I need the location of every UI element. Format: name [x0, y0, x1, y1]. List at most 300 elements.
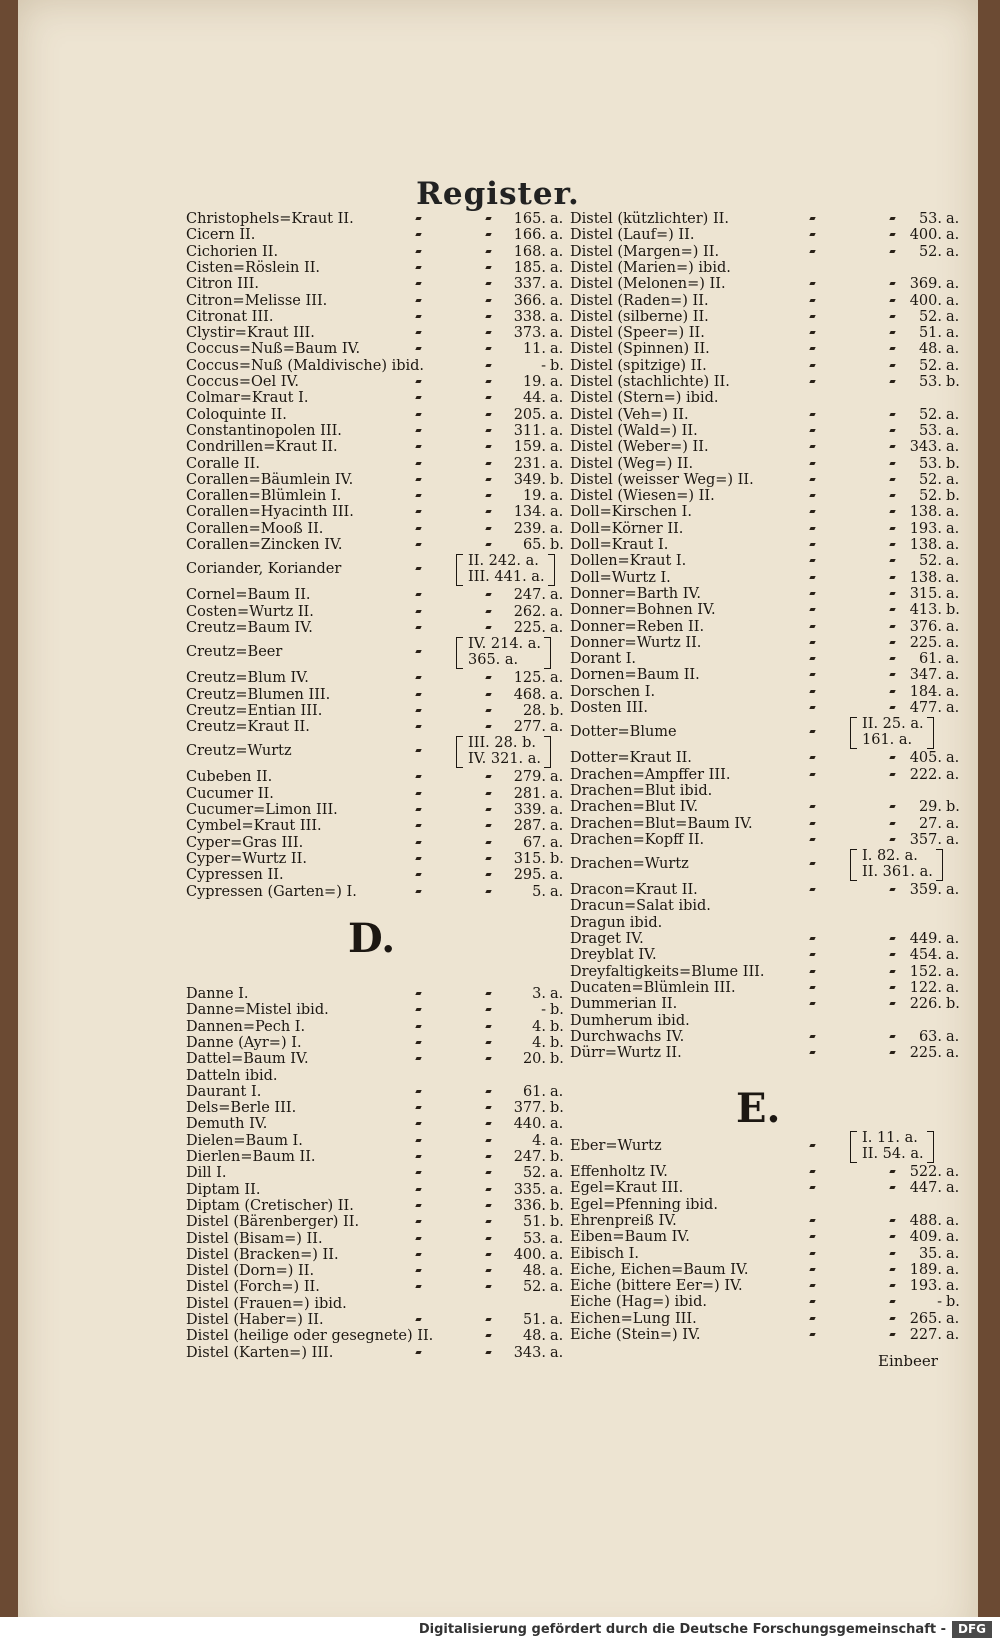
leader-dot [889, 1235, 895, 1238]
entry-term: Eiche, Eichen=Baum IV. [570, 1261, 749, 1278]
entry-reference [523, 341, 566, 358]
entry-term: Drachen=Blut ibid. [570, 782, 713, 799]
leader-dots [186, 884, 566, 901]
leader-dots [186, 867, 566, 884]
page-number: 205. [513, 406, 546, 423]
column-letter: a. [550, 308, 564, 325]
leader-dot [809, 706, 815, 709]
leader-dot [809, 1186, 815, 1189]
entry-reference [937, 1294, 962, 1311]
leader-dot [485, 857, 491, 860]
entry-reference [541, 358, 566, 375]
entry-reference [910, 996, 962, 1013]
entry-reference [910, 619, 962, 636]
entry-term: Doll=Körner II. [570, 520, 684, 537]
leader-dots [570, 456, 962, 473]
leader-dot [415, 1204, 421, 1207]
leader-dot [889, 673, 895, 676]
leader-dot [415, 749, 421, 752]
index-entry [186, 835, 566, 852]
entry-term: Dorschen I. [570, 683, 656, 700]
page-number: 315. [909, 585, 942, 602]
leader-dots [570, 227, 962, 244]
page-number: 53. [522, 1230, 546, 1247]
entry-term: Cucumer=Limon III. [186, 802, 338, 818]
leader-dots [570, 980, 962, 997]
page-number: 51. [522, 1214, 546, 1231]
bracket-right [936, 849, 943, 881]
index-entry [186, 358, 566, 375]
column-letter: a. [946, 1261, 960, 1278]
reference-line: IV. 321. a. [468, 751, 542, 768]
leader-dots [570, 1294, 962, 1311]
entry-reference [910, 635, 962, 652]
entry-term: Ducaten=Blümlein III. [570, 979, 736, 996]
entry-term: Distel (Bärenberger) II. [186, 1214, 360, 1231]
page-number: 53. [918, 455, 942, 472]
index-entry [186, 867, 566, 884]
entry-term: Draget IV. [570, 931, 644, 947]
page-number: 366. [513, 292, 546, 309]
entry-term: Coloquinte II. [186, 406, 287, 423]
column-letter: a. [550, 292, 564, 309]
column-letter: b. [550, 850, 564, 867]
leader-dots [186, 472, 566, 489]
column-letter: a. [946, 979, 960, 996]
index-entry [570, 651, 962, 668]
entry-reference [919, 325, 962, 342]
page-number: 193. [909, 520, 942, 537]
page-number: 168. [513, 243, 546, 260]
page-number: 369. [909, 276, 942, 293]
index-entry [570, 521, 962, 538]
entry-term: Distel (kützlichter) II. [570, 211, 730, 227]
leader-dots [186, 769, 566, 786]
entry-reference [514, 818, 566, 835]
leader-dot [889, 331, 895, 334]
entry-reference [532, 986, 566, 1003]
leader-dot [889, 364, 895, 367]
entry-term: Clystir=Kraut III. [186, 325, 315, 342]
leader-dot [889, 773, 895, 776]
entry-reference [910, 1278, 962, 1295]
page-number: 53. [918, 374, 942, 390]
column-letter: a. [946, 831, 960, 848]
entry-term: Dragun ibid. [570, 914, 663, 931]
leader-dots [570, 964, 962, 981]
index-entry [570, 211, 962, 228]
index-entry [570, 1045, 962, 1062]
index-entry [570, 374, 962, 391]
page-number: 225. [909, 634, 942, 651]
column-letter: a. [946, 504, 960, 521]
leader-dot [485, 1057, 491, 1060]
leader-dots [186, 1231, 566, 1248]
column-letter: a. [946, 1229, 960, 1246]
page-number: 65. [522, 537, 546, 553]
entry-term: Corallen=Blümlein I. [186, 488, 342, 505]
entry-term: Distel (stachlichte) II. [570, 374, 730, 390]
leader-dots [570, 358, 962, 375]
column-letter: a. [550, 802, 564, 818]
page-number: 231. [513, 455, 546, 472]
entry-reference [910, 1213, 962, 1230]
leader-dot [889, 641, 895, 644]
column-letter: a. [550, 686, 564, 703]
index-entry [186, 1116, 566, 1133]
index-entry [186, 227, 566, 244]
entry-reference [532, 884, 566, 901]
entry-reference [910, 882, 962, 899]
index-entry [186, 786, 566, 803]
index-entry [186, 1051, 566, 1068]
entry-term: Cubeben II. [186, 769, 273, 786]
entry-term: Distel (Raden=) II. [570, 292, 709, 309]
index-entry [186, 1328, 566, 1345]
entry-term: Cypressen (Garten=) I. [186, 883, 357, 900]
page-number: 262. [513, 603, 546, 620]
entry-reference [910, 750, 962, 767]
leader-dot [415, 1318, 421, 1321]
page-number: 373. [513, 325, 546, 342]
index-entry [186, 1002, 566, 1019]
leader-dot [415, 808, 421, 811]
page-number: 53. [918, 211, 942, 227]
leader-dot [809, 1144, 815, 1147]
leader-dot [889, 429, 895, 432]
leader-dot [485, 527, 491, 530]
leader-dot [809, 1170, 815, 1173]
column-letter: a. [550, 1083, 564, 1100]
column-letter: a. [946, 815, 960, 832]
leader-dots [570, 472, 962, 489]
entry-reference [919, 407, 962, 424]
entry-reference [514, 325, 566, 342]
index-entry [186, 818, 566, 835]
page-number: 337. [513, 276, 546, 293]
leader-dot [485, 1008, 491, 1011]
reference-line: II. 25. a. [862, 716, 924, 733]
entry-reference [910, 293, 962, 310]
bracket-right [927, 717, 934, 749]
entry-reference [514, 1198, 566, 1215]
entry-term: Coccus=Nuß (Maldivische) ibid. [186, 357, 425, 374]
page-number: 336. [513, 1197, 546, 1214]
leader-dot [889, 282, 895, 285]
page-number: 405. [909, 750, 942, 767]
index-entry [570, 684, 962, 701]
entry-term: Danne (Ayr=) I. [186, 1034, 302, 1051]
leader-dot [485, 1237, 491, 1240]
entry-term: Dracon=Kraut II. [570, 882, 698, 899]
column-letter: a. [550, 276, 564, 293]
leader-dots [570, 684, 962, 701]
entry-term: Corallen=Mooß II. [186, 520, 324, 537]
entry-term: Distel (silberne) II. [570, 308, 709, 325]
column-letter: a. [550, 504, 564, 521]
leader-dot [415, 1155, 421, 1158]
index-entry [186, 407, 566, 424]
leader-dots [570, 667, 962, 684]
leader-dot [809, 445, 815, 448]
leader-dots [186, 309, 566, 326]
leader-dots [570, 553, 962, 570]
leader-dot [809, 1284, 815, 1287]
index-entry [186, 851, 566, 868]
leader-dot [809, 937, 815, 940]
leader-dot [809, 1035, 815, 1038]
leader-dots [186, 488, 566, 505]
leader-dot [889, 625, 895, 628]
leader-dot [415, 299, 421, 302]
leader-dots [186, 1051, 566, 1068]
leader-dot [415, 610, 421, 613]
page-number: 28. [522, 702, 546, 719]
page-number: 51. [522, 1312, 546, 1328]
entry-reference [523, 390, 566, 407]
index-entry [570, 1180, 962, 1197]
column-letter: b. [550, 1051, 564, 1068]
column-letter: a. [946, 585, 960, 602]
page-number: 400. [909, 227, 942, 244]
index-entry [570, 390, 962, 407]
index-entry [570, 667, 962, 684]
index-entry [186, 1100, 566, 1117]
entry-reference [910, 602, 962, 619]
leader-dot [809, 805, 815, 808]
entry-term: Dollen=Kraut I. [570, 553, 687, 570]
entry-reference [514, 587, 566, 604]
column-letter: a. [946, 308, 960, 325]
leader-dot [809, 730, 815, 733]
column-letter: a. [946, 357, 960, 374]
entry-reference [514, 1100, 566, 1117]
entry-reference [532, 1019, 566, 1036]
leader-dot [415, 282, 421, 285]
entry-term: Ehrenpreiß IV. [570, 1212, 677, 1229]
entry-reference [514, 211, 566, 228]
page-number: 138. [909, 569, 942, 586]
entry-reference [910, 227, 962, 244]
leader-dot [485, 347, 491, 350]
page-number: 5. [532, 883, 546, 900]
column-letter: a. [550, 834, 564, 851]
entry-reference [910, 947, 962, 964]
leader-dot [889, 233, 895, 236]
column-letter: a. [946, 882, 960, 899]
entry-reference [910, 832, 962, 849]
leader-dot [485, 1122, 491, 1125]
bracket-right [544, 637, 551, 669]
entry-reference [910, 1229, 962, 1246]
leader-dots [570, 211, 962, 228]
entry-reference [910, 931, 962, 948]
entry-reference [541, 1002, 566, 1019]
leader-dots [570, 439, 962, 456]
leader-dot [485, 478, 491, 481]
leader-dot [889, 543, 895, 546]
leader-dots [570, 996, 962, 1013]
leader-dots [570, 488, 962, 505]
page-number: 52. [522, 1279, 546, 1296]
index-entry [186, 1035, 566, 1052]
entry-reference [910, 586, 962, 603]
entry-reference [514, 1149, 566, 1166]
entry-term: Distel (Stern=) ibid. [570, 390, 719, 407]
entry-term: Drachen=Blut=Baum IV. [570, 815, 753, 832]
leader-dots [570, 602, 962, 619]
leader-dot [485, 824, 491, 827]
entry-reference [514, 1247, 566, 1264]
column-letter: b. [550, 357, 564, 374]
entry-reference [910, 667, 962, 684]
leader-dot [809, 1268, 815, 1271]
page-header: Register. [416, 176, 580, 212]
column-letter: b. [946, 488, 960, 505]
page-number: 61. [918, 651, 942, 668]
entry-term: Dummerian II. [570, 996, 678, 1013]
entry-term: Creutz=Blum IV. [186, 670, 309, 687]
column-letter: a. [946, 276, 960, 293]
entry-term: Distel (Frauen=) ibid. [186, 1295, 347, 1312]
leader-dot [809, 970, 815, 973]
leader-dot [485, 709, 491, 712]
leader-dot [485, 266, 491, 269]
leader-dot [485, 1090, 491, 1093]
leader-dot [889, 576, 895, 579]
column-letter: a. [946, 211, 960, 227]
page-number: 239. [513, 520, 546, 537]
leader-dots [570, 374, 962, 391]
leader-dot [485, 282, 491, 285]
leader-dot [889, 413, 895, 416]
leader-dots [186, 504, 566, 521]
entry-reference [514, 1182, 566, 1199]
leader-dot [889, 1252, 895, 1255]
column-letter: a. [946, 1327, 960, 1343]
page-number: 52. [918, 357, 942, 374]
leader-dots [186, 1133, 566, 1150]
column-letter: a. [550, 341, 564, 358]
entry-term: Dannen=Pech I. [186, 1018, 306, 1035]
column-letter: a. [946, 537, 960, 553]
entry-reference [910, 537, 962, 554]
entry-reference [523, 835, 566, 852]
index-entry [570, 1246, 962, 1263]
column-letter: b. [946, 374, 960, 390]
index-entry [570, 1013, 962, 1030]
entry-term: Coriander, Koriander [186, 561, 342, 578]
entry-term: Drachen=Wurtz [570, 856, 689, 873]
index-entry [186, 244, 566, 261]
index-entry [186, 587, 566, 604]
index-entry [186, 1084, 566, 1101]
reference-line: III. 441. a. [468, 569, 545, 586]
page-number: 338. [513, 308, 546, 325]
leader-dot [485, 1253, 491, 1256]
index-entry [570, 832, 962, 849]
reference-line: II. 361. a. [862, 864, 933, 881]
column-letter: b. [946, 1294, 960, 1311]
index-entry [186, 1019, 566, 1036]
entry-reference [514, 423, 566, 440]
entry-term: Dattel=Baum IV. [186, 1051, 309, 1068]
column-letter: b. [946, 996, 960, 1013]
leader-dot [889, 217, 895, 220]
entry-reference [910, 1311, 962, 1328]
entry-reference [910, 700, 962, 717]
leader-dot [485, 676, 491, 679]
page-number: 52. [918, 553, 942, 570]
leader-dot [889, 559, 895, 562]
page-number: 29. [918, 799, 942, 816]
column-letter: a. [550, 1165, 564, 1182]
book-page [18, 0, 978, 1643]
leader-dot [485, 233, 491, 236]
page-number: 222. [909, 766, 942, 783]
entry-term: Cucumer II. [186, 785, 274, 802]
page-number: 52. [918, 308, 942, 325]
page-number: 247. [513, 1149, 546, 1165]
entry-term: Donner=Reben II. [570, 618, 705, 635]
entry-reference [919, 358, 962, 375]
column-letter: a. [550, 1181, 564, 1198]
leader-dot [889, 1170, 895, 1173]
column-letter: a. [550, 603, 564, 620]
entry-reference [514, 227, 566, 244]
entry-term: Donner=Barth IV. [570, 585, 701, 602]
column-letter: a. [550, 1263, 564, 1280]
index-entry [570, 700, 962, 717]
index-entry [186, 802, 566, 819]
column-letter: a. [946, 406, 960, 423]
page-number: 138. [909, 537, 942, 553]
leader-dot [889, 510, 895, 513]
entry-term: Effenholtz IV. [570, 1164, 668, 1180]
index-entry [186, 719, 566, 736]
entry-term: Dielen=Baum I. [186, 1132, 303, 1149]
index-entry [570, 931, 962, 948]
index-entry [186, 687, 566, 704]
index-entry [570, 1278, 962, 1295]
entry-term: Danne I. [186, 986, 249, 1002]
column-letter: a. [550, 406, 564, 423]
leader-dots [186, 1019, 566, 1036]
leader-dot [889, 970, 895, 973]
leader-dot [485, 890, 491, 893]
leader-dot [485, 1041, 491, 1044]
entry-reference [910, 504, 962, 521]
page-number: 335. [513, 1181, 546, 1198]
entry-term: Dotter=Kraut II. [570, 750, 692, 767]
index-entry [186, 537, 566, 554]
entry-term: Distel (Margen=) II. [570, 243, 720, 260]
leader-dots [570, 931, 962, 948]
leader-dot [809, 1333, 815, 1336]
entry-reference [910, 1164, 962, 1181]
page-number: 19. [522, 374, 546, 390]
entry-term: Dreyblat IV. [570, 947, 657, 964]
index-entry [570, 553, 962, 570]
index-entry [570, 341, 962, 358]
page-number: 122. [909, 979, 942, 996]
index-entry [570, 276, 962, 293]
leader-dots [186, 244, 566, 261]
entry-term: Eiche (Stein=) IV. [570, 1327, 701, 1343]
entry-reference [514, 504, 566, 521]
entry-reference [523, 1231, 566, 1248]
leader-dot [809, 1252, 815, 1255]
